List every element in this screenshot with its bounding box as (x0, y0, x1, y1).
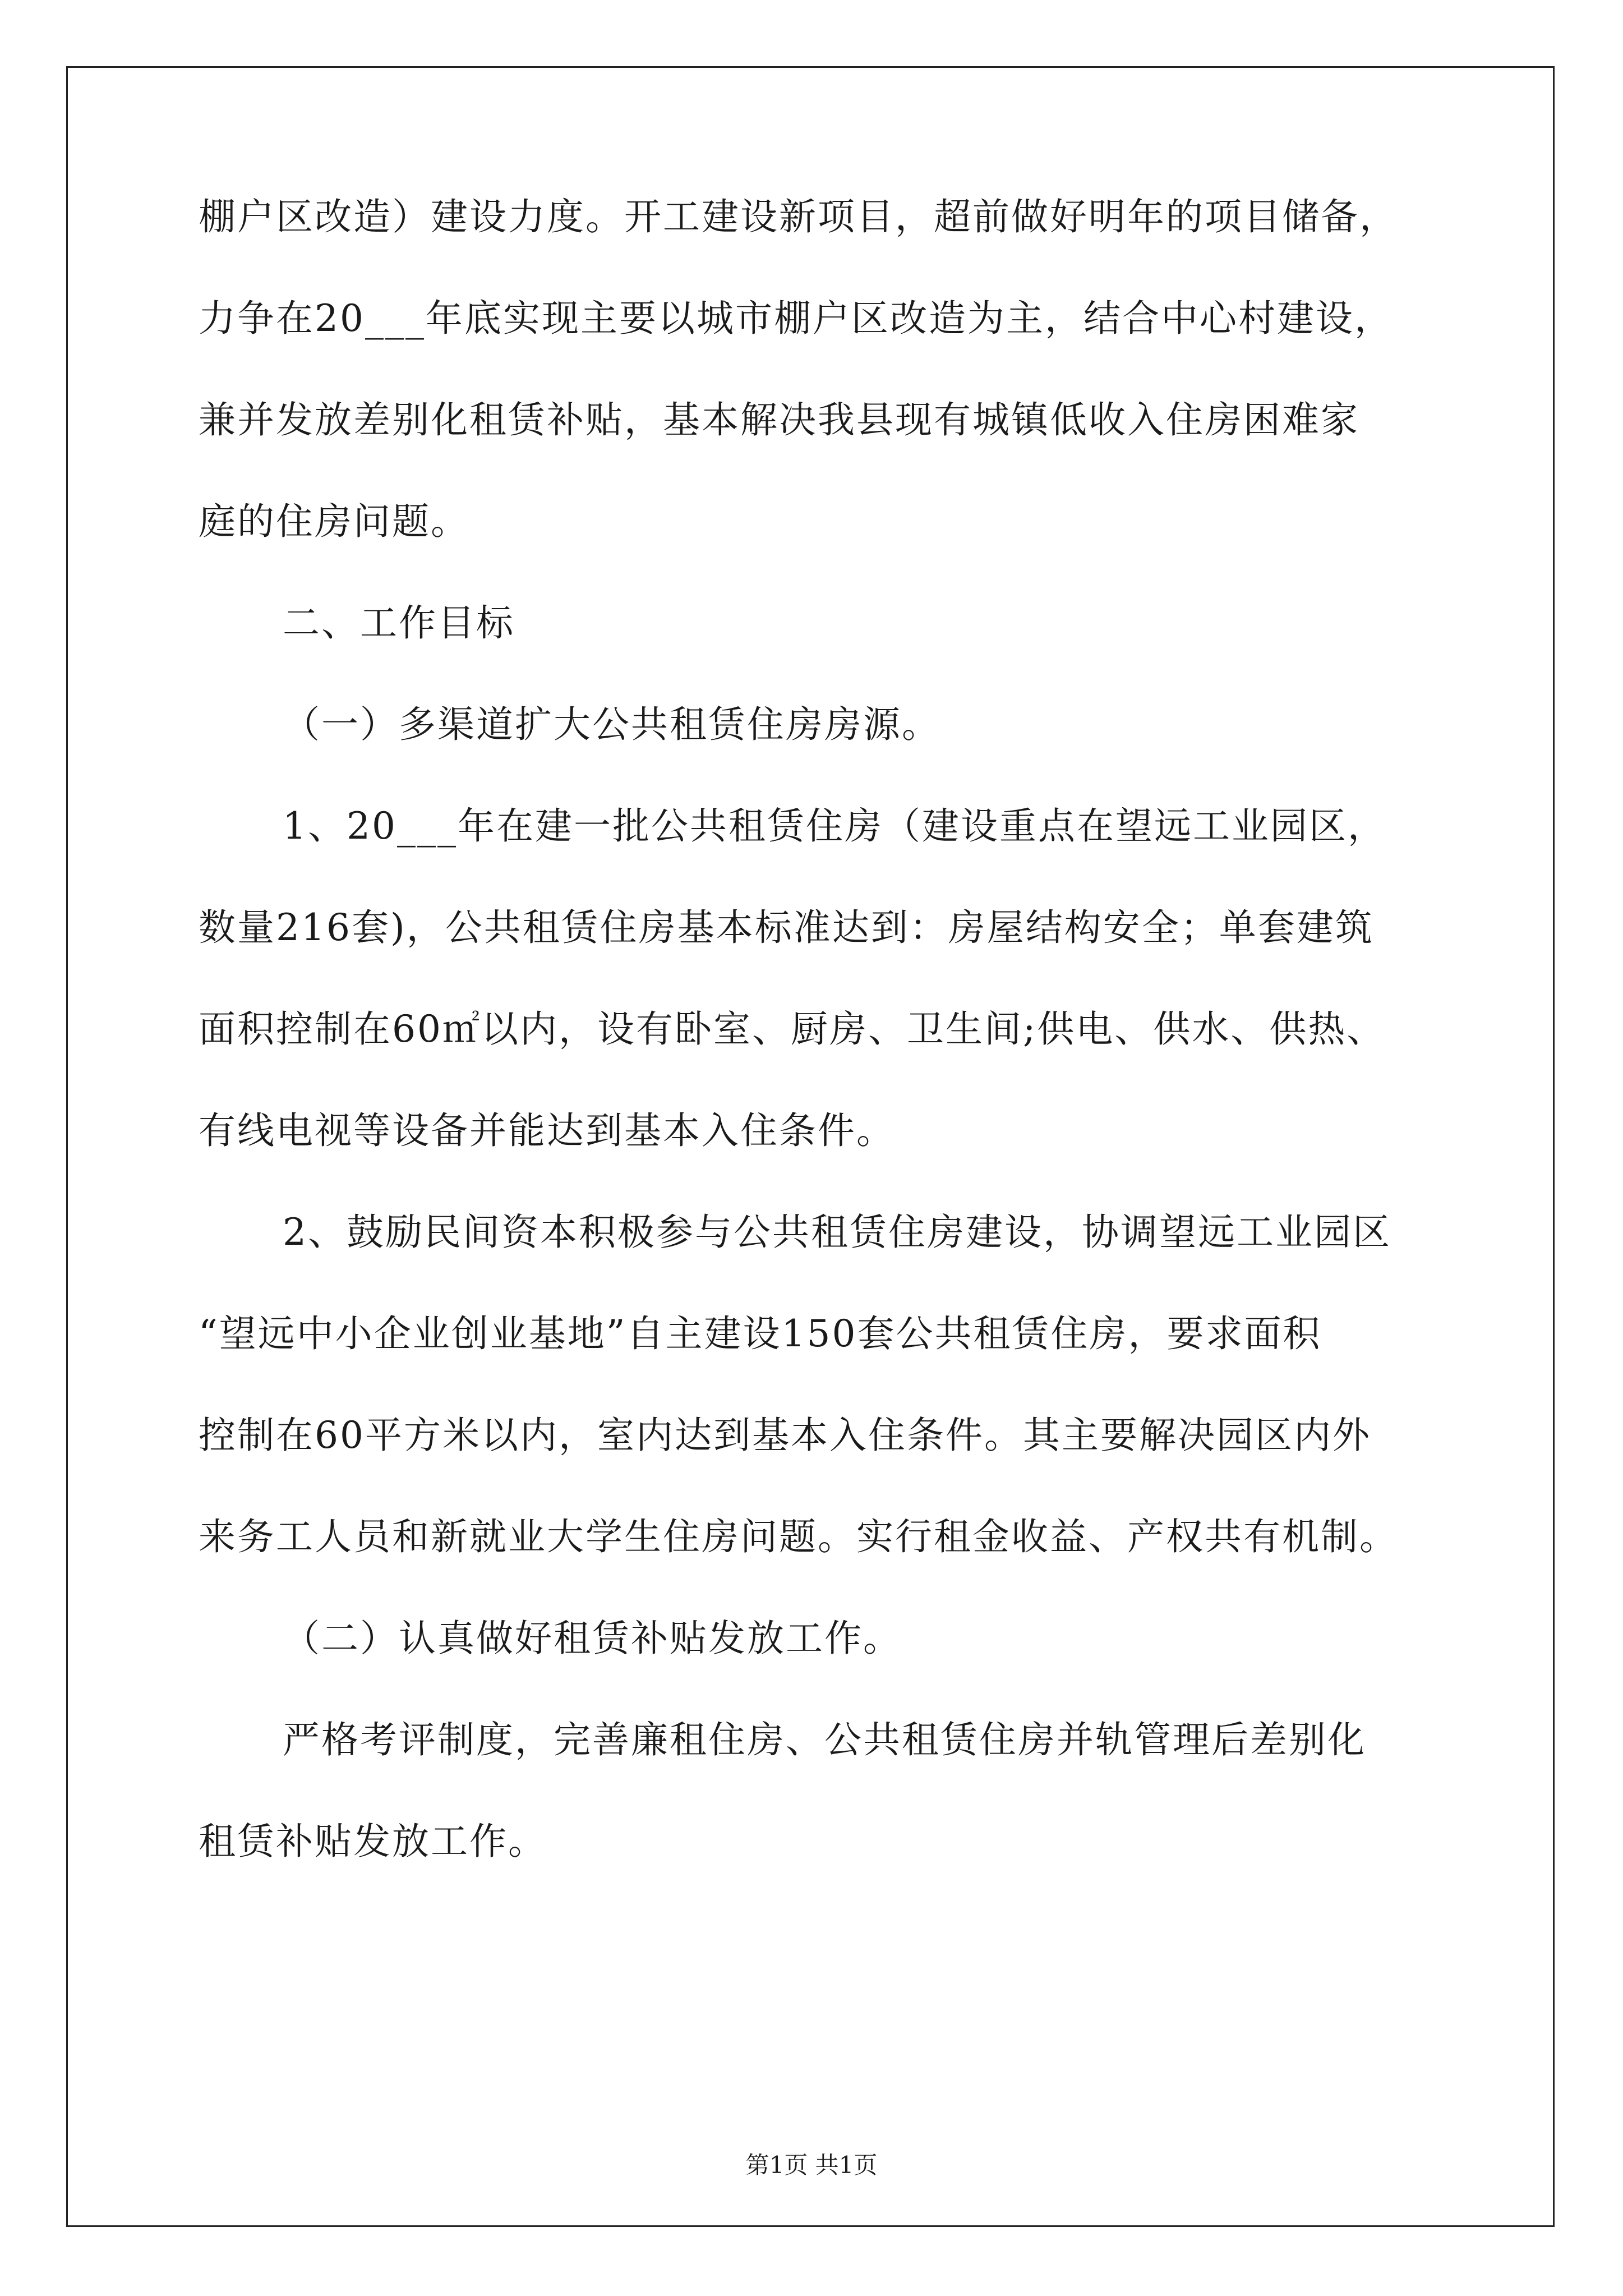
text-line: 租赁补贴发放工作。 (199, 1820, 547, 1863)
subsection-heading: （二）认真做好租赁补贴发放工作。 (283, 1617, 902, 1660)
subsection-heading: （一）多渠道扩大公共租赁住房房源。 (283, 703, 940, 746)
section-heading: 二、工作目标 (283, 601, 515, 645)
text-line: 面积控制在60㎡以内，设有卧室、厨房、卫生间;供电、供水、供热、 (199, 1007, 1386, 1051)
text-line: 数量216套)，公共租赁住房基本标准达到：房屋结构安全；单套建筑 (199, 906, 1374, 949)
text-line: 有线电视等设备并能达到基本入住条件。 (199, 1109, 895, 1152)
text-line: 来务工人员和新就业大学生住房问题。实行租金收益、产权共有机制。 (199, 1515, 1398, 1558)
text-line: 2、鼓励民间资本积极参与公共租赁住房建设，协调望远工业园区 (283, 1211, 1391, 1254)
page-number: 第1页 共1页 (745, 2151, 878, 2179)
text-line: 棚户区改造）建设力度。开工建设新项目，超前做好明年的项目储备， (199, 195, 1398, 238)
text-line: 控制在60平方米以内，室内达到基本入住条件。其主要解决园区内外 (199, 1414, 1371, 1457)
text-line: 兼并发放差别化租赁补贴，基本解决我县现有城镇低收入住房困难家 (199, 398, 1359, 441)
text-line: “望远中小企业创业基地”自主建设150套公共租赁住房，要求面积 (199, 1312, 1322, 1355)
text-line: 庭的住房问题。 (199, 500, 469, 543)
text-line: 力争在20___年底实现主要以城市棚户区改造为主，结合中心村建设， (199, 297, 1393, 340)
text-line: 1、20___年在建一批公共租赁住房（建设重点在望远工业园区， (283, 804, 1386, 848)
text-line: 严格考评制度，完善廉租住房、公共租赁住房并轨管理后差别化 (283, 1718, 1366, 1761)
